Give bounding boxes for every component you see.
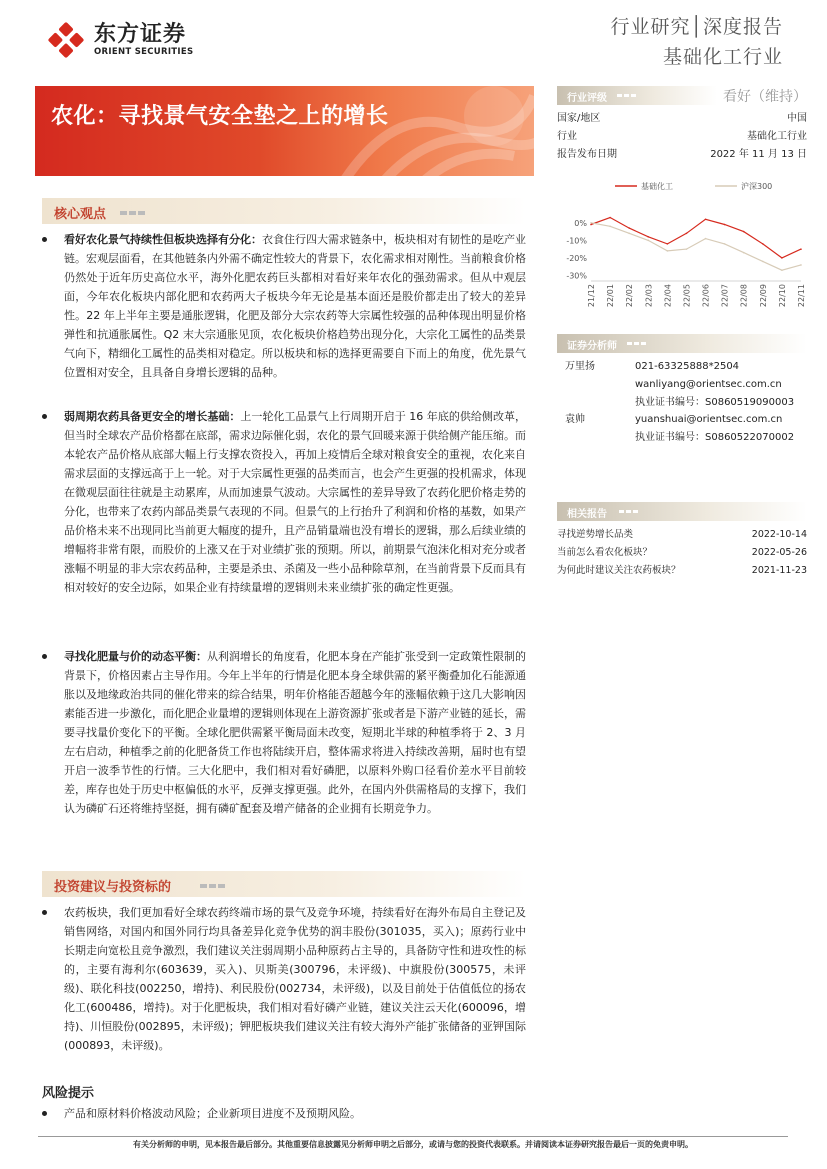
x-tick-label: 22/05 <box>682 284 692 308</box>
x-tick-label: 22/02 <box>625 284 635 308</box>
core-bullet-2 <box>42 407 526 597</box>
bullet-icon <box>42 1111 47 1116</box>
rating-label: 行业评级 <box>567 93 607 104</box>
analyst-cert: 执业证书编号：S0860519090003 <box>635 397 795 408</box>
info-value: 中国 <box>787 113 807 124</box>
bullet-lead: 弱周期农药具备更安全的增长基础： <box>64 410 241 423</box>
related-item[interactable] <box>557 526 807 544</box>
analyst-cert: 执业证书编号：S0860522070002 <box>635 432 795 443</box>
series-point <box>609 217 611 219</box>
chart-x-axis <box>587 284 806 307</box>
bar-dots-icon <box>120 211 145 215</box>
bar-dots-icon <box>627 342 646 345</box>
series-point <box>762 243 764 245</box>
related-title[interactable]: 当前怎么看农化板块？ <box>557 547 653 558</box>
x-tick-label: 22/07 <box>720 284 730 308</box>
x-tick-label: 22/06 <box>701 284 711 308</box>
industry-rating <box>557 86 807 106</box>
related-item[interactable] <box>557 562 807 580</box>
series-point <box>781 257 783 259</box>
bar-dots-icon <box>617 94 636 97</box>
logo-en-text: ORIENT SECURITIES <box>94 47 194 57</box>
series-point <box>724 243 726 245</box>
series-point <box>686 233 688 235</box>
series-point <box>762 261 764 263</box>
analyst-email[interactable]: wanliyang@orientsec.com.cn <box>635 379 782 390</box>
bar-dots-icon <box>619 510 638 513</box>
performance-chart <box>557 176 807 326</box>
info-row <box>557 146 807 164</box>
x-tick-label: 21/12 <box>587 284 596 308</box>
bullet-body: 上一轮化工品景气上行周期开启于 16 年底的供给侧改革，但当时全球农产品价格都在底部，需求边际催化弱，农化的景气回暖来源于供给侧产能压缩。而本轮农产品价格从底部大幅上行支撑农资投入，再加上疫情后全球对粮食安全的重视，农化来自需求层面的支撑远高于上一轮。对于大宗属性更强的品类而言，也会产生更强的投机需求，体现在微观层面往往就是主动累库，从而加速景气波动。大宗属性的差异导致了农药化肥价格走势的分化，也带来了农药内部品类景气表现的不同。但景气的上行抬升了利润和价格的基数，如果产品价格未来不出现同比当前更大幅度的提升，且产品销量端也没有增长的逻辑，那么后续业绩的增幅将非常有限，而股价的上涨又在于对业绩扩张的预期。所以，前期景气泡沫化相对充分或者涨幅不明显的非大宗农药品种，主要是杀虫、杀菌及一些小品种除草剂，在当前背景下反而具有相对较好的安全边际，如果企业有持续量增的逻辑则未来业绩扩张的确定性更强。 <box>64 410 526 594</box>
series-point <box>800 248 802 250</box>
related-list <box>557 526 807 580</box>
legend-label: 沪深300 <box>741 182 773 191</box>
analyst-contact <box>635 358 815 412</box>
chart-legend <box>615 181 772 191</box>
rating-value: 看好（维持） <box>723 89 807 105</box>
info-key: 报告发布日期 <box>557 149 617 160</box>
y-tick-label: -10% <box>566 236 587 246</box>
core-views-label: 核心观点 <box>54 207 107 222</box>
rating-label-bar <box>557 86 717 105</box>
info-value: 2022 年 11 月 13 日 <box>710 149 807 160</box>
series-point <box>667 250 669 252</box>
title-banner <box>35 86 534 176</box>
bullet-icon <box>42 654 47 659</box>
x-tick-label: 22/10 <box>777 284 787 308</box>
series-point <box>609 225 611 227</box>
chart-series <box>590 217 802 271</box>
x-tick-label: 22/04 <box>663 284 673 308</box>
related-title[interactable]: 寻找逆势增长品类 <box>557 529 634 540</box>
core-bullet-3 <box>42 647 526 818</box>
series-point <box>781 269 783 271</box>
risk-bullet <box>42 1104 526 1123</box>
risk-body: 产品和原材料价格波动风险；企业新项目进度不及预期风险。 <box>64 1107 361 1120</box>
y-tick-label: -20% <box>566 253 587 263</box>
footer-disclaimer: 有关分析师的申明，见本报告最后部分。其他重要信息披露见分析师申明之后部分，或请与您的投资代表联系。并请阅读本证券研究报告最后一页的免责申明。 <box>38 1136 788 1150</box>
report-title: 农化：寻找景气安全垫之上的增长 <box>51 104 389 129</box>
core-bullet-1 <box>42 230 526 382</box>
info-value: 基础化工行业 <box>747 131 807 142</box>
related-date: 2021-11-23 <box>751 565 807 576</box>
series-point <box>705 238 707 240</box>
series-point <box>628 233 630 235</box>
series-point <box>800 264 802 266</box>
related-date: 2022-10-14 <box>751 529 807 540</box>
related-title[interactable]: 为何此时建议关注农药板块？ <box>557 565 681 576</box>
series-point <box>743 231 745 233</box>
analyst-label-bar <box>557 334 807 353</box>
doc-type: 行业研究│深度报告 <box>610 16 783 38</box>
series-line <box>591 223 801 270</box>
bar-dots-icon <box>200 884 225 888</box>
series-line <box>591 218 801 258</box>
bullet-icon <box>42 910 47 915</box>
series-point <box>686 248 688 250</box>
bullet-icon <box>42 414 47 419</box>
analyst-name: 万里扬 <box>565 361 595 372</box>
bullet-body: 从利润增长的角度看，化肥本身在产能扩张受到一定政策性限制的背景下，价格因素占主导作用。今年上半年的行情是化肥本身全球供需的紧平衡叠加化石能源通胀以及地缘政治共同的催化带来的综合结果，明年价格能否超越今年的涨幅依赖于这几大影响因素能否进一步激化，而化肥企业量增的逻辑则体现在上游资源扩张或者是下游产业链的延长，需要寻找量价变化下的平衡。全球化肥供需紧平衡局面未改变，短期北半球的种植季将于 2、3 月左右启动，种植季之前的化肥备货工作也将陆续开启，整体需求将进入持续改善期，届时也有望开启一波季节性的行情。三大化肥中，我们相对看好磷肥，以原料外购口径看价差水平目前较差，库存也处于历史中枢偏低的水平，反弹支撑更强。此外，在国内外供需格局的支撑下，我们认为磷矿石还将维持坚挺，拥有磷矿配套及增产储备的企业拥有长期竞争力。 <box>64 650 526 815</box>
series-point <box>647 240 649 242</box>
analyst-contact <box>635 411 815 447</box>
x-tick-label: 22/09 <box>758 284 768 308</box>
company-logo <box>46 20 193 60</box>
bullet-body: 衣食住行四大需求链条中，板块相对有韧性的是吃产业链。宏观层面看，在其他链条内外需不确定性较大的背景下，农化需求相对刚性。当前粮食价格仍然处于近年历史高位水平，海外化肥农药巨头都相对看好来年农化的强劲需求。但从中观层面，今年农化板块内部化肥和农药两大子板块今年无论是基本面还是股价都走出了较大的差异性。22 年上半年主要是通胀逻辑，化肥及部分大宗农药等大宗属性较强的品种体现出明显价格弹性和抗通胀属性。Q2 末大宗通胀见顶，农化板块价格趋势出现分化，大宗化工属性的品类景气向下，精细化工属性的品类相对稳定。所以板块和标的选择更需要自下而上的角度，优先景气位置相对安全，且具备自身增长逻辑的品种。 <box>64 233 526 379</box>
investment-bullet <box>42 903 526 1055</box>
series-point <box>667 243 669 245</box>
x-tick-label: 22/03 <box>644 284 654 308</box>
info-row <box>557 128 807 146</box>
info-key: 行业 <box>557 131 577 142</box>
core-views-header <box>42 198 526 224</box>
series-point <box>590 224 592 226</box>
investment-body: 农药板块，我们更加看好全球农药终端市场的景气及竞争环境，持续看好在海外布局自主登记及销售网络，对国内和国外同行均具备差异化竞争优势的润丰股份(301035，买入)；原药行业中长期走向宽松且竞争激烈，我们建议关注弱周期小品种原药占主导的，具备防守性和进攻性的标的，主要有海利尔(603639，买入)、贝斯美(300796，未评级)、中旗股份(300575，未评级)、联化科技(002250，增持)、利民股份(002734，未评级)，以及目前处于估值低位的扬农化工(600486，增持)。对于化肥板块，我们相对看好磷产业链，建议关注云天化(600096，增持)、川恒股份(002895，未评级)；钾肥板块我们建议关注有较大海外产能扩张储备的亚钾国际(000893，未评级)。 <box>64 906 526 1052</box>
analyst-name: 袁帅 <box>565 414 585 425</box>
related-item[interactable] <box>557 544 807 562</box>
series-point <box>743 252 745 254</box>
industry-heading: 基础化工行业 <box>662 46 783 68</box>
series-point <box>647 236 649 238</box>
investment-label: 投资建议与投资标的 <box>54 880 172 895</box>
related-label: 相关报告 <box>567 509 607 520</box>
logo-mark-icon <box>46 20 86 60</box>
info-table <box>557 110 807 164</box>
series-point <box>705 218 707 220</box>
x-tick-label: 22/01 <box>606 284 616 308</box>
related-label-bar <box>557 502 807 521</box>
legend-label: 基础化工 <box>641 182 673 191</box>
series-point <box>628 227 630 229</box>
series-point <box>724 224 726 226</box>
risk-heading: 风险提示 <box>42 1086 95 1101</box>
info-key: 国家/地区 <box>557 113 601 124</box>
y-tick-label: 0% <box>574 218 587 228</box>
info-row <box>557 110 807 128</box>
bullet-icon <box>42 237 47 242</box>
analyst-label: 证券分析师 <box>567 341 617 352</box>
bullet-lead: 看好农化景气持续性但板块选择有分化： <box>64 233 262 246</box>
y-tick-label: -30% <box>566 271 587 281</box>
logo-cn-text: 东方证券 <box>94 22 187 47</box>
x-tick-label: 22/08 <box>739 284 749 308</box>
bullet-lead: 寻找化肥量与价的动态平衡： <box>64 650 207 663</box>
series-point <box>590 222 592 224</box>
x-tick-label: 22/11 <box>797 284 806 308</box>
related-date: 2022-05-26 <box>751 547 807 558</box>
investment-header <box>42 871 526 897</box>
analyst-email[interactable]: yuanshuai@orientsec.com.cn <box>635 414 783 425</box>
analyst-phone: 021-63325888*2504 <box>635 361 740 372</box>
